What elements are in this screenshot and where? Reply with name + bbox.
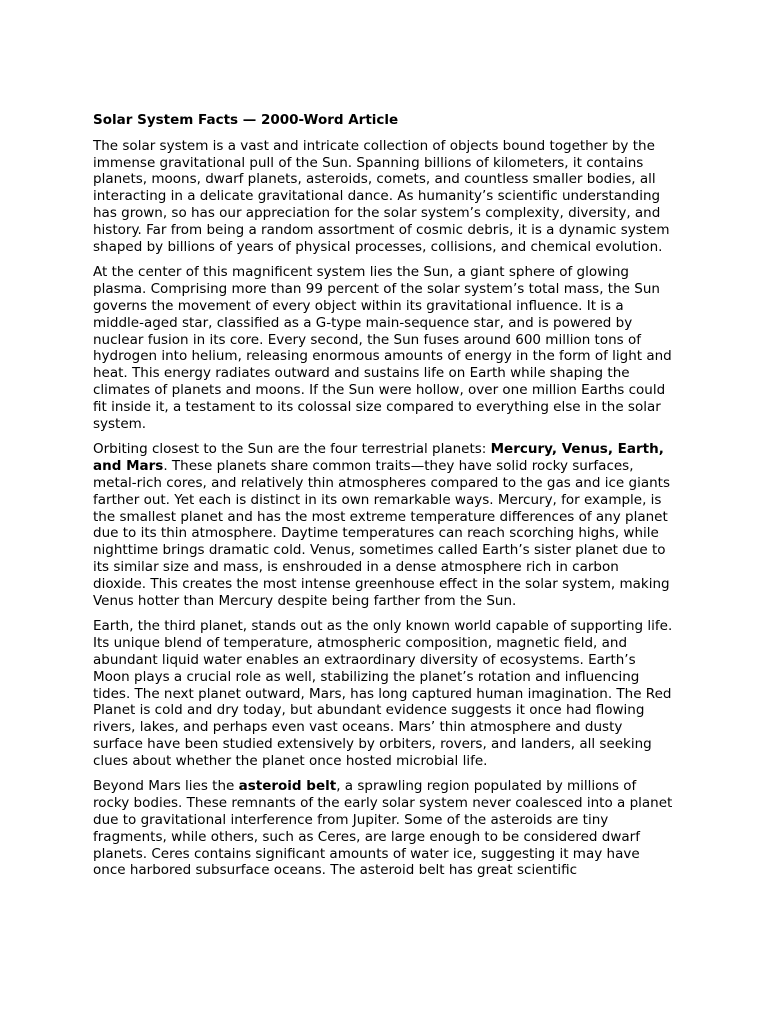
paragraph-text: . These planets share common traits—they have solid rocky surfaces, metal-rich cores, and relatively thin atmospheres compared to the gas and ice giants farther out. Yet each is distinct in its own remarkable ways. Mercury, for example, is the smallest planet and has the most extreme temperature differences of any planet due to its thin atmosphere. Daytime temperatures can reach scorching highs, while nighttime brings dramatic cold. Venus, sometimes called Earth’s sister planet due to its similar size and mass, is enshrouded in a dense atmosphere rich in carbon dioxide. This creates the most intense greenhouse effect in the solar system, making Venus hotter than Mercury despite being farther from the Sun.: [93, 458, 670, 609]
paragraph-3: [93, 441, 675, 609]
paragraph-text: , a sprawling region populated by millions of rocky bodies. These remnants of the early solar system never coalesced into a planet due to gravitational interference from Jupiter. Some of the asteroids are tiny fragments, while others, such as Ceres, are large enough to be considered dwarf planets. Ceres contains significant amounts of water ice, suggesting it may have once harbored subsurface oceans. The asteroid belt has great scientific: [93, 778, 673, 879]
paragraph-1: [93, 138, 675, 256]
paragraph-5: [93, 778, 675, 879]
paragraph-text: The solar system is a vast and intricate collection of objects bound together by the immense gravitational pull of the Sun. Spanning billions of kilometers, it contains planets, moons, dwarf planets, asteroids, comets, and countless smaller bodies, all interacting in a delicate gravitational dance. As humanity’s scientific understanding has grown, so has our appreciation for the solar system’s complexity, diversity, and history. Far from being a random assortment of cosmic debris, it is a dynamic system shaped by billions of years of physical processes, collisions, and chemical evolution.: [93, 137, 670, 255]
paragraph-text: Orbiting closest to the Sun are the four terrestrial planets:: [93, 441, 491, 458]
paragraph-2: [93, 264, 675, 432]
bold-asteroid-belt: asteroid belt: [238, 778, 337, 795]
paragraph-4: [93, 618, 675, 769]
bold-terrestrial-planets: Mercury, Venus, Earth, and Mars: [93, 441, 664, 475]
document-page: [93, 112, 675, 888]
document-title: Solar System Facts — 2000-Word Article: [93, 112, 399, 128]
paragraph-text: Beyond Mars lies the: [93, 778, 239, 795]
paragraph-text: Earth, the third planet, stands out as the only known world capable of supporting life. Its unique blend of temperature, atmospheric composition, magnetic field, and abundant liquid water enables an extraordinary diversity of ecosystems. Earth’s Moon plays a crucial role as well, stabilizing the planet’s rotation and influencing tides. The next planet outward, Mars, has long captured human imagination. The Red Planet is cold and dry today, but abundant evidence suggests it once had flowing rivers, lakes, and perhaps even vast oceans. Mars’ thin atmosphere and dusty surface have been studied extensively by orbiters, rovers, and landers, all seeking clues about whether the planet once hosted microbial life.: [93, 618, 673, 769]
paragraph-text: At the center of this magnificent system lies the Sun, a giant sphere of glowing plasma. Comprising more than 99 percent of the solar system’s total mass, the Sun governs the movement of every object within its gravitational influence. It is a middle-aged star, classified as a G-type main-sequence star, and is powered by nuclear fusion in its core. Every second, the Sun fuses around 600 million tons of hydrogen into helium, releasing enormous amounts of energy in the form of light and heat. This energy radiates outward and sustains life on Earth while shaping the climates of planets and moons. If the Sun were hollow, over one million Earths could fit inside it, a testament to its colossal size compared to everything else in the solar system.: [93, 264, 672, 432]
